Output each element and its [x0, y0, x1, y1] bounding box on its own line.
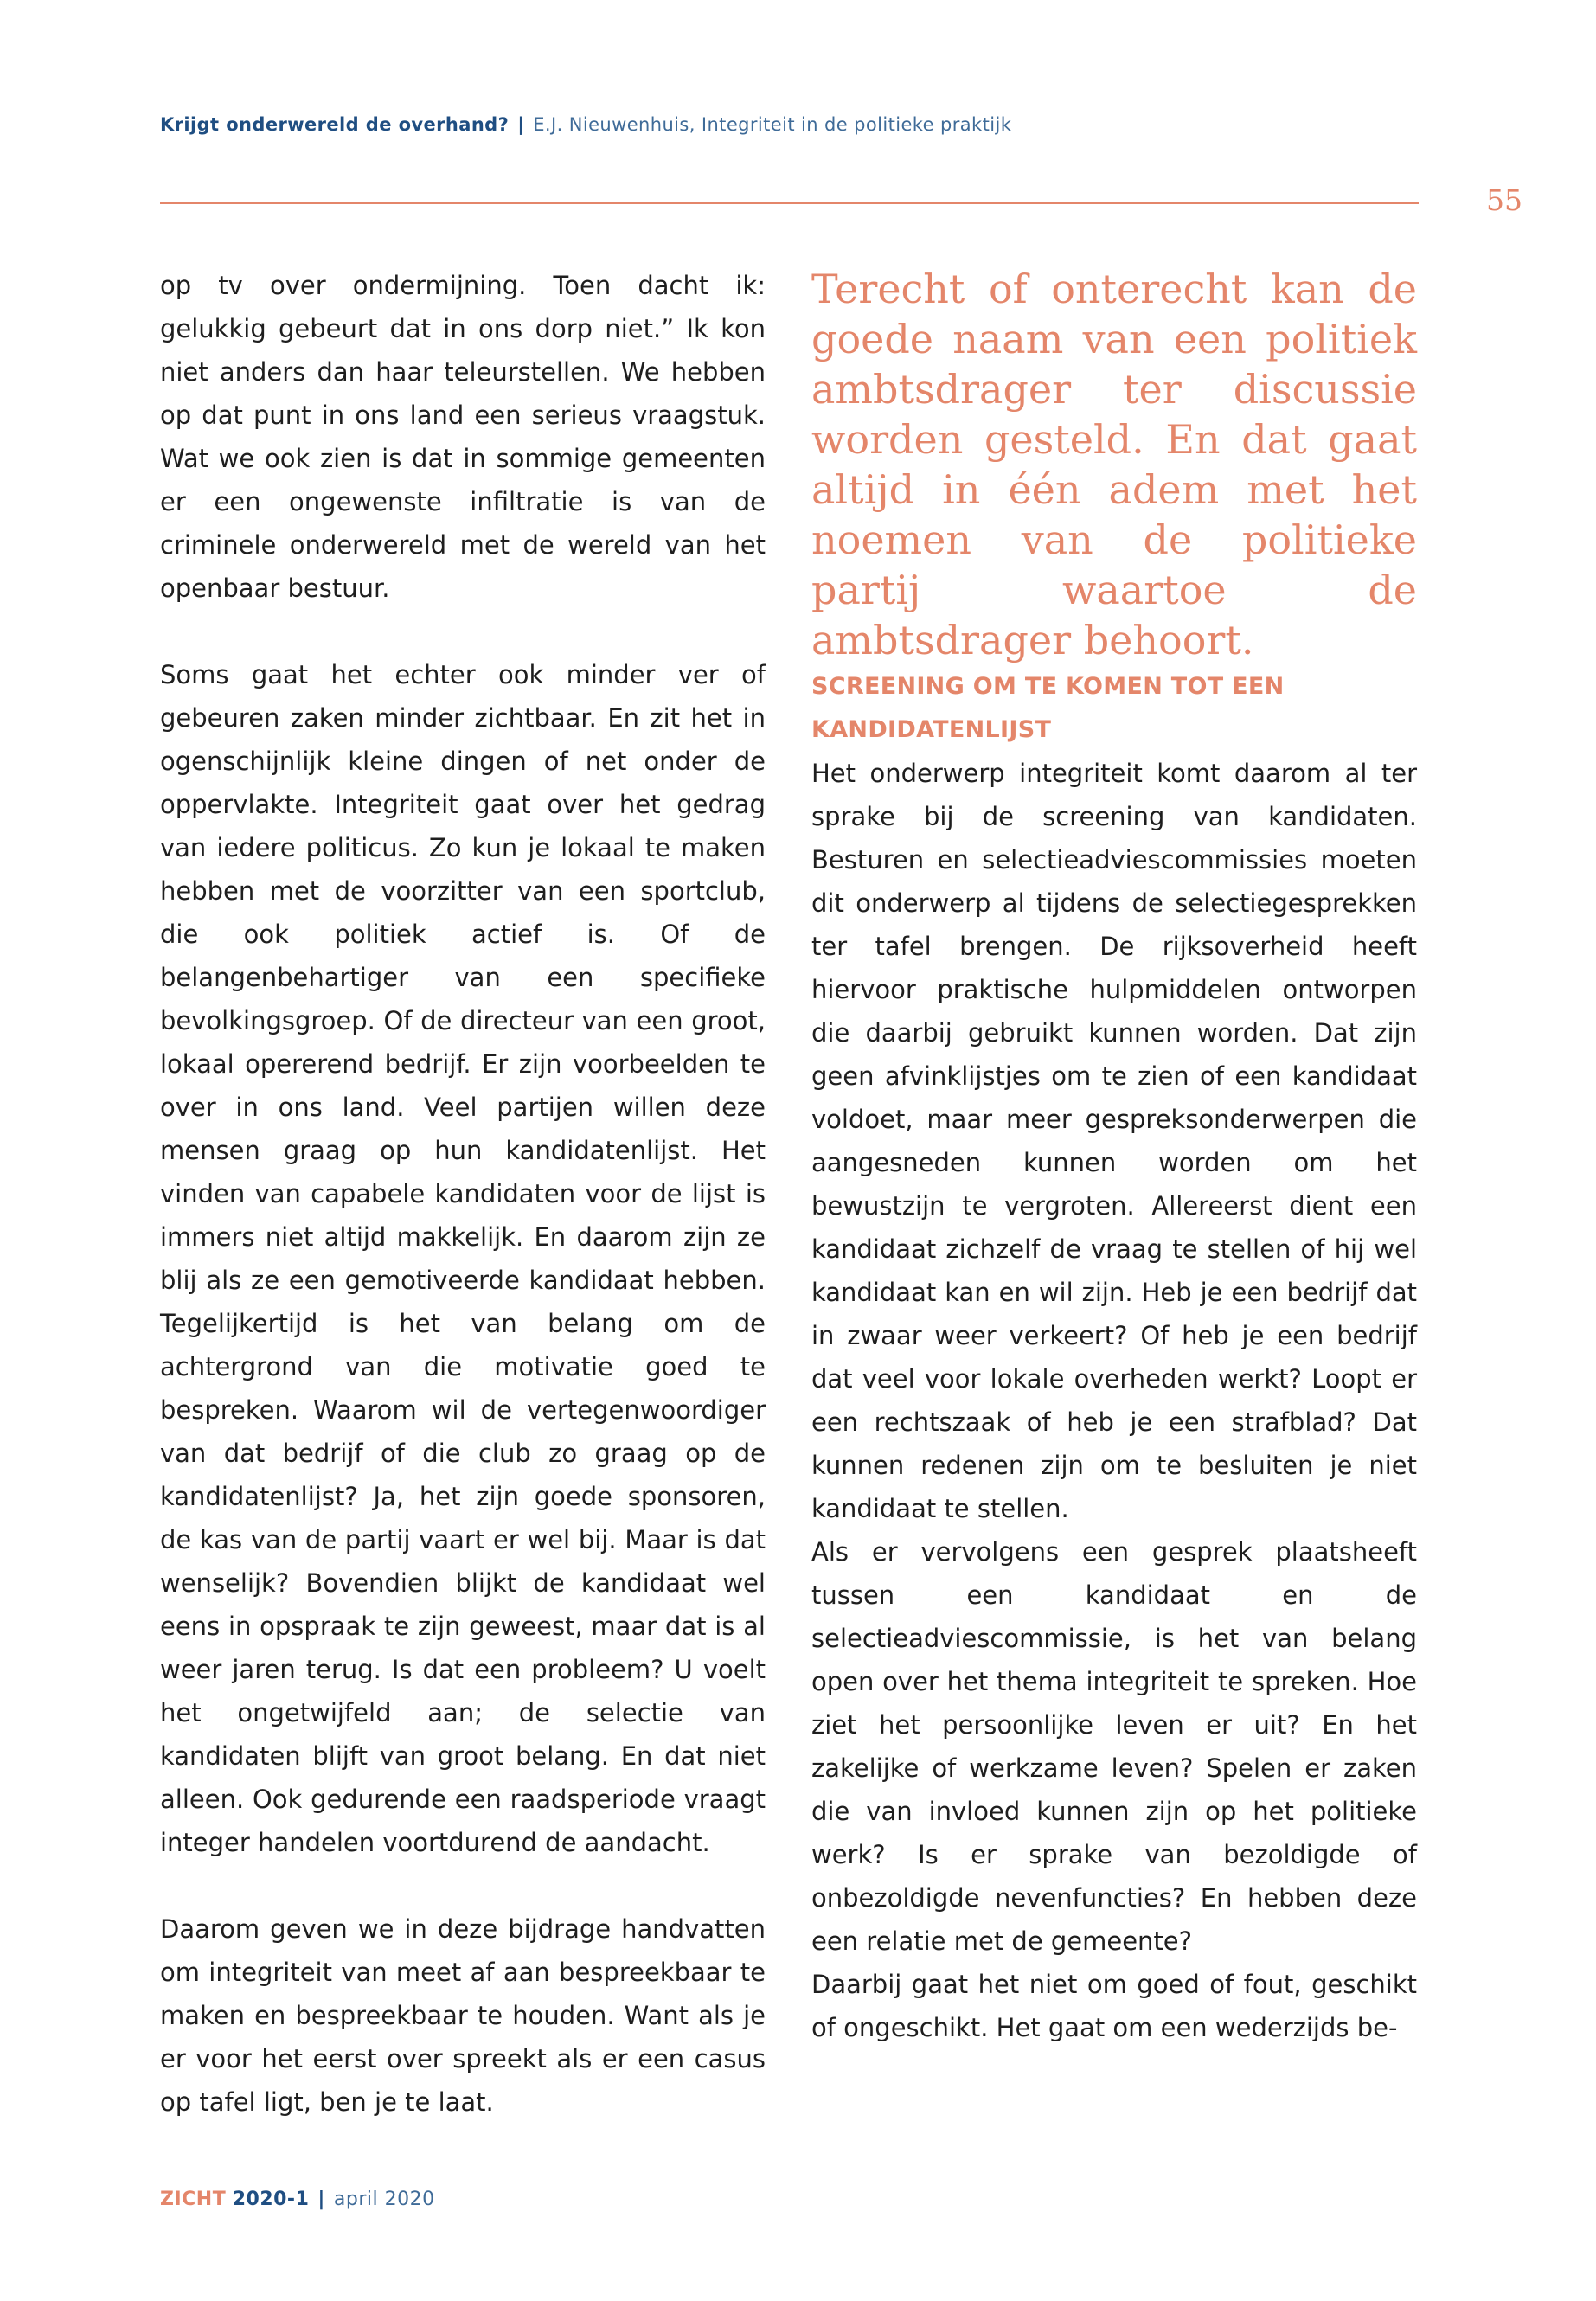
left-column: [160, 264, 766, 2124]
body-paragraph: Soms gaat het echter ook minder ver of gebeuren zaken minder zichtbaar. En zit het in ogenschijnlijk kleine dingen of net onder de oppervlakte. Integriteit gaat over het gedrag van iedere politicus. Zo kun je lokaal te maken hebben met de voorzitter van een sportclub, die ook politiek actief is. Of de belangenbehartiger van een specifieke bevolkingsgroep. Of de directeur van een groot, lokaal opererend bedrijf. Er zijn voorbeelden te over in ons land. Veel partijen willen deze mensen graag op hun kandidatenlijst. Het vinden van capabele kandidaten voor de lijst is immers niet altijd makkelijk. En daarom zijn ze blij als ze een gemotiveerde kandidaat hebben. Tegelijkertijd is het van belang om de achtergrond van die motivatie goed te bespreken. Waarom wil de vertegenwoordiger van dat bedrijf of die club zo graag op de kandidatenlijst? Ja, het zijn goede sponsoren, de kas van de partij vaart er wel bij. Maar is dat wenselijk? Bovendien blijkt de kandidaat wel eens in opspraak te zijn geweest, maar dat is al weer jaren terug. Is dat een probleem? U voelt het ongetwijfeld aan; de selectie van kandidaten blijft van groot belang. En dat niet alleen. Ook gedurende een raadsperiode vraagt integer handelen voortdurend de aandacht.: [160, 660, 766, 1857]
running-header: [160, 114, 1011, 135]
body-paragraph: Als er vervolgens een gesprek plaatsheeft tussen een kandidaat en de selectieadviescommissie, is het van belang open over het thema integriteit te spreken. Hoe ziet het persoonlijke leven er uit? En het zakelijke of werkzame leven? Spelen er zaken die van invloed kunnen zijn op het politieke werk? Is er sprake van bezoldigde of onbezoldigde nevenfuncties? En hebben deze een relatie met de gemeente?: [811, 1537, 1417, 1956]
body-paragraph: op tv over ondermijning. Toen dacht ik: gelukkig gebeurt dat in ons dorp niet.” Ik kon niet anders dan haar teleurstellen. We hebben op dat punt in ons land een serieus vraagstuk. Wat we ook zien is dat in sommige gemeenten er een ongewenste infiltratie is van de criminele onderwereld met de wereld van het openbaar bestuur.: [160, 271, 766, 603]
article-title: Krijgt onderwereld de overhand?: [160, 114, 510, 135]
body-paragraph: Daarbij gaat het niet om goed of fout, geschikt of ongeschikt. Het gaat om een wederzijds be-: [811, 1970, 1417, 2042]
footer-separator: |: [317, 2189, 325, 2210]
header-divider: [160, 202, 1419, 204]
magazine-name: ZICHT: [160, 2189, 227, 2210]
right-column: [811, 264, 1417, 2049]
header-separator: |: [517, 114, 525, 135]
page-footer: [160, 2189, 435, 2210]
issue-date: april 2020: [333, 2189, 435, 2210]
pull-quote: Terecht of onterecht kan de goede naam van een politiek ambtsdrager ter discussie worden gesteld. En dat gaat altijd in één adem met het noemen van de politieke partij waartoe de ambtsdrager behoort.: [811, 266, 1417, 663]
body-paragraph: Daarom geven we in deze bijdrage handvatten om integriteit van meet af aan bespreekbaar te maken en bespreekbaar te houden. Want als je er voor het eerst over spreekt als er een casus op tafel ligt, ben je te laat.: [160, 1914, 766, 2117]
section-heading: SCREENING OM TE KOMEN TOT EEN KANDIDATENLIJST: [811, 673, 1285, 743]
issue-number: 2020-1: [232, 2189, 310, 2210]
page-number: 55: [1486, 183, 1522, 217]
article-author: E.J. Nieuwenhuis, Integriteit in de politieke praktijk: [533, 114, 1012, 135]
body-paragraph: Het onderwerp integriteit komt daarom al ter sprake bij de screening van kandidaten. Besturen en selectieadviescommissies moeten dit onderwerp al tijdens de selectiegesprekken ter tafel brengen. De rijksoverheid heeft hiervoor praktische hulpmiddelen ontworpen die daarbij gebruikt kunnen worden. Dat zijn geen afvinklijstjes om te zien of een kandidaat voldoet, maar meer gespreksonderwerpen die aangesneden kunnen worden om het bewustzijn te vergroten. Allereerst dient een kandidaat zichzelf de vraag te stellen of hij wel kandidaat kan en wil zijn. Heb je een bedrijf dat in zwaar weer verkeert? Of heb je een bedrijf dat veel voor lokale overheden werkt? Loopt er een rechtszaak of heb je een strafblad? Dat kunnen redenen zijn om te besluiten je niet kandidaat te stellen.: [811, 759, 1417, 1523]
